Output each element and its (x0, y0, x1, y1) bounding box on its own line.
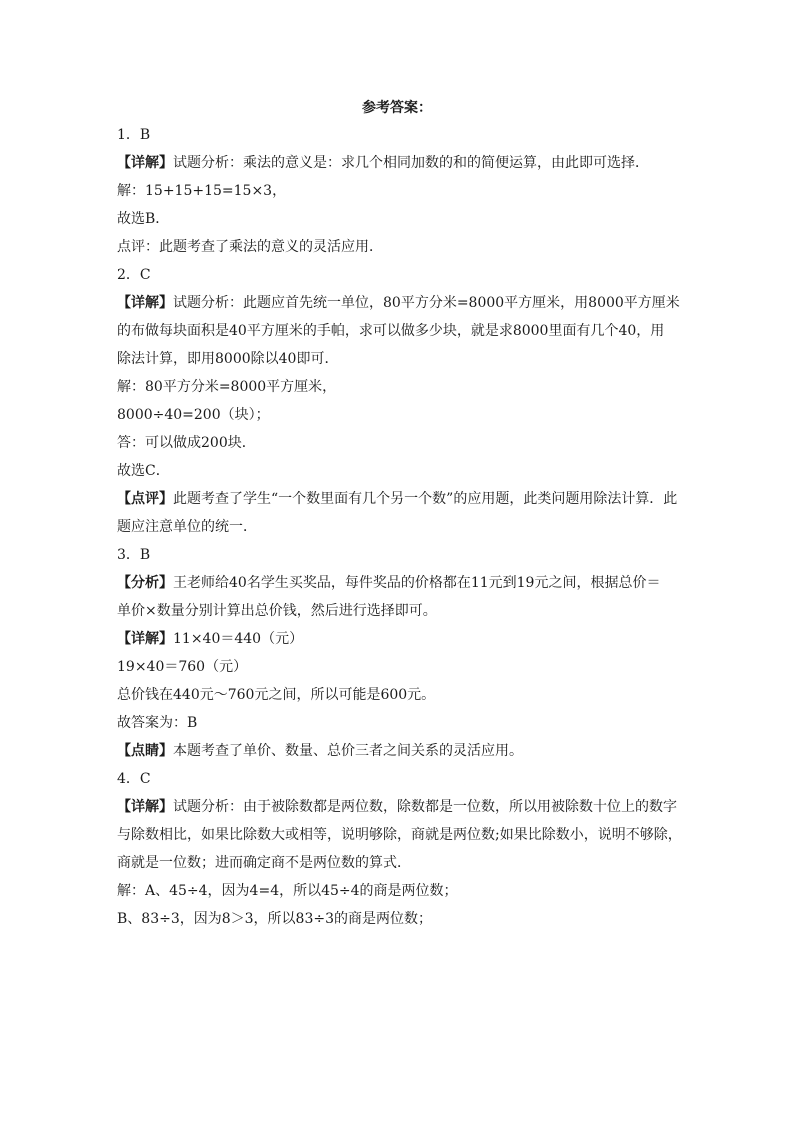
q3-answer-text: 故答案为：B (117, 715, 198, 731)
q4-solve-b: B、83÷3，因为8＞3，所以83÷3的商是两位数； (117, 911, 433, 927)
q3-comment (117, 737, 687, 765)
q2-comment-text-1: 此题考查了学生“一个数里面有几个另一个数”的应用题，此类问题用除法计算．此 (173, 491, 678, 507)
q4-detail-line-3: 商就是一位数；进而确定商不是两位数的算式． (117, 855, 411, 871)
q2-detail-tag: 【详解】 (117, 295, 173, 311)
q4-detail-line-2: 与除数相比，如果比除数大或相等，说明够除，商就是两位数;如果比除数小，说明不够除， (117, 827, 682, 843)
q2-comment-tag: 【点评】 (117, 491, 173, 507)
q1-comment: 点评：此题考查了乘法的意义的灵活应用． (117, 239, 383, 255)
q2-comment-line-1 (117, 485, 687, 513)
q1-detail-tag: 【详解】 (117, 155, 173, 171)
q2-solve: 解：80平方分米=8000平方厘米， (117, 379, 337, 395)
q3-comment-tag: 【点睛】 (117, 743, 173, 759)
q4-detail-line-1 (117, 793, 687, 821)
answer-content (117, 121, 687, 933)
q3-detail (117, 625, 687, 653)
q4-detail-tag: 【详解】 (117, 799, 173, 815)
q3-answer: 3．B (117, 547, 151, 563)
q1-detail-text: 试题分析：乘法的意义是：求几个相同加数的和的简便运算，由此即可选择． (173, 155, 649, 171)
q3-conclusion: 总价钱在440元～760元之间，所以可能是600元。 (117, 687, 436, 703)
q4-solve-a: 解：A、45÷4，因为4=4，所以45÷4的商是两位数； (117, 883, 458, 899)
q3-comment-text: 本题考查了单价、数量、总价三者之间关系的灵活应用。 (173, 743, 523, 759)
q4-detail-text-1: 试题分析：由于被除数都是两位数，除数都是一位数，所以用被除数十位上的数字 (173, 799, 677, 815)
q3-calc: 19×40＝760（元） (117, 659, 248, 675)
q3-analysis-line-2: 单价×数量分别计算出总价钱，然后进行选择即可。 (117, 603, 437, 619)
q3-detail-text: 11×40＝440（元） (173, 631, 304, 647)
page-title: 参考答案： (362, 100, 432, 116)
q2-calc: 8000÷40=200（块）； (117, 407, 270, 423)
q2-reply: 答：可以做成200块． (117, 435, 256, 451)
q1-choose: 故选B． (117, 211, 170, 227)
q2-comment-line-2: 题应注意单位的统一． (117, 519, 257, 535)
q1-answer: 1．B (117, 127, 151, 143)
q4-answer: 4．C (117, 771, 151, 787)
q2-choose: 故选C． (117, 463, 170, 479)
q3-analysis-line-1 (117, 569, 687, 597)
q1-detail (117, 149, 687, 177)
q2-detail-line-1 (117, 289, 687, 317)
q2-detail-line-3: 除法计算，即用8000除以40即可． (117, 351, 339, 367)
q1-solve: 解：15+15+15=15×3， (117, 183, 287, 199)
q2-detail-text-1: 试题分析：此题应首先统一单位，80平方分米=8000平方厘米，用8000平方厘米 (173, 295, 680, 311)
q3-analysis-text-1: 王老师给40名学生买奖品，每件奖品的价格都在11元到19元之间，根据总价＝ (173, 575, 661, 591)
q2-detail-line-2: 的布做每块面积是40平方厘米的手帕，求可以做多少块，就是求8000里面有几个40，用 (117, 323, 665, 339)
q2-answer: 2．C (117, 267, 151, 283)
q3-detail-tag: 【详解】 (117, 631, 173, 647)
q3-analysis-tag: 【分析】 (117, 575, 173, 591)
